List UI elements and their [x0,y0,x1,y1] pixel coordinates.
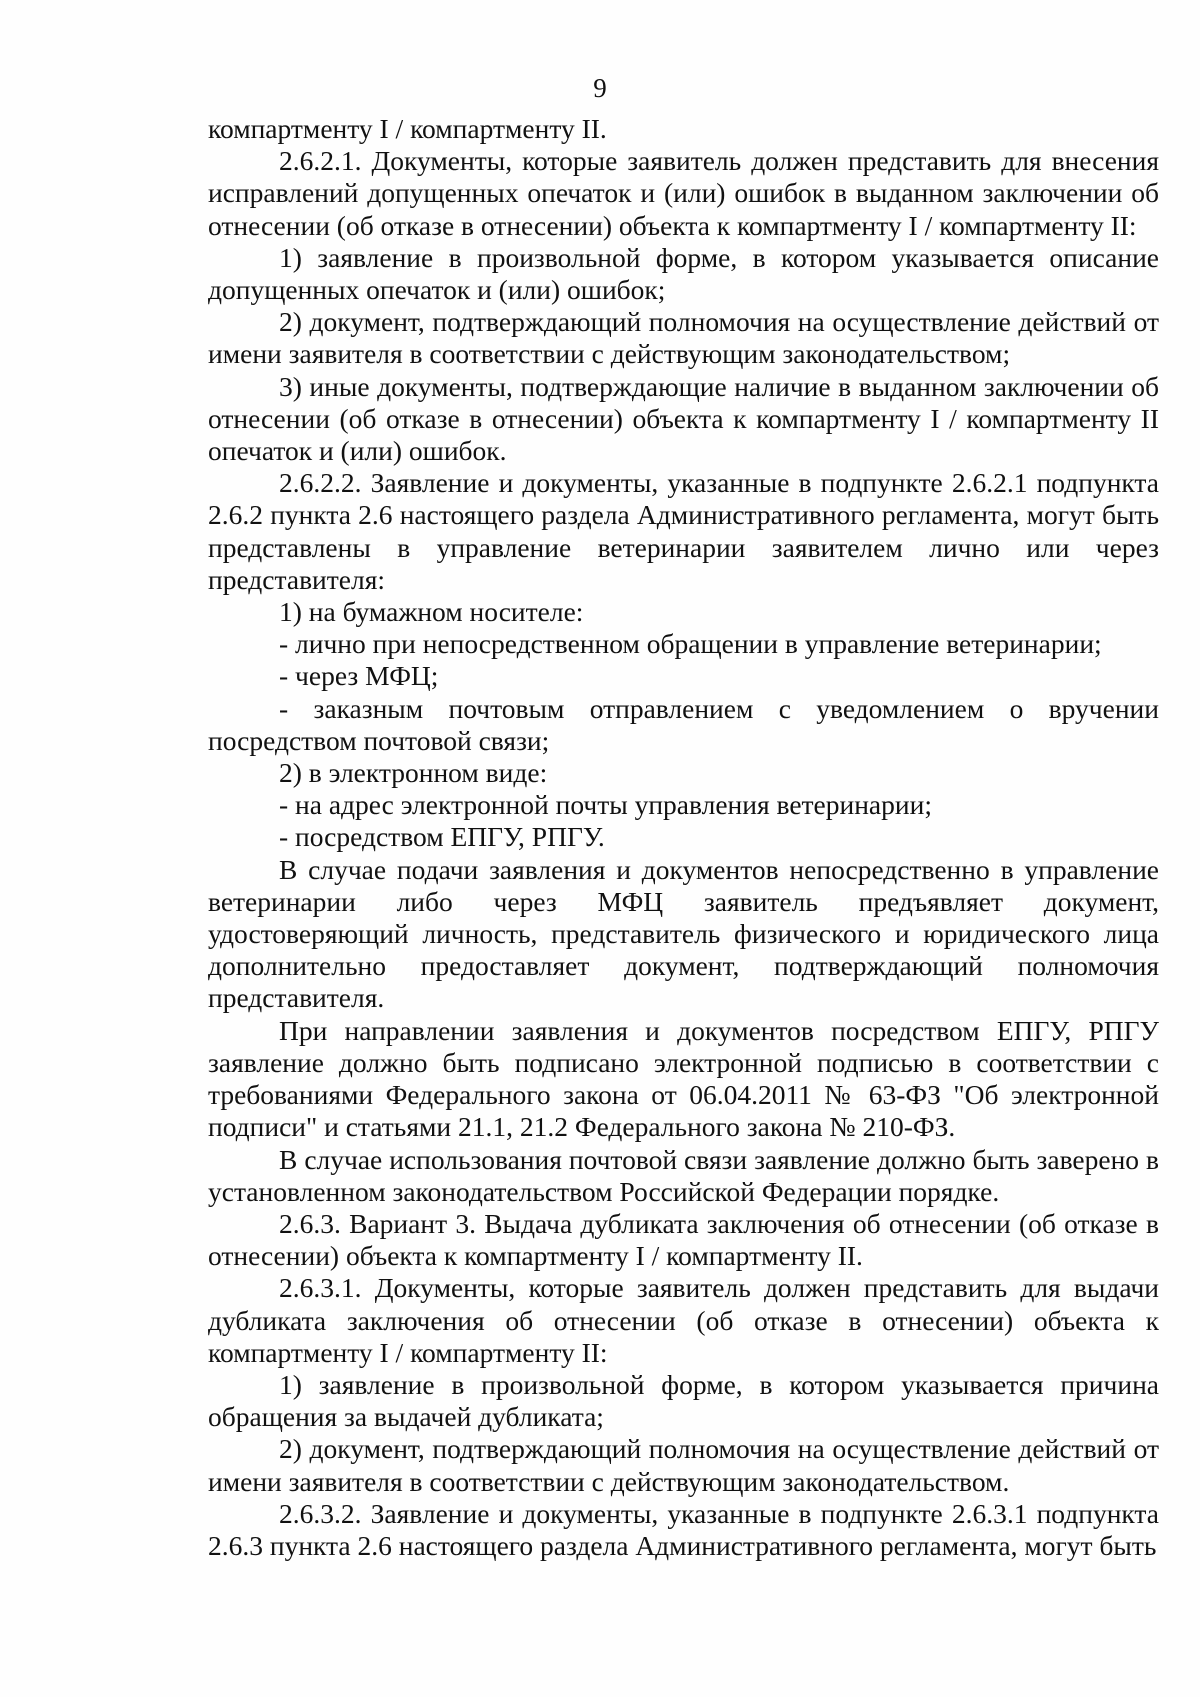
paragraph: 2) в электронном виде: [279,757,548,789]
paragraph: 1) на бумажном носителе: [279,596,584,628]
paragraph: 1) заявление в произвольной форме, в котором указывается описание допущенных опечаток и (или) ошибок; [208,241,1159,306]
paragraph: 2.6.3.2. Заявление и документы, указанные в подпункте 2.6.3.1 подпункта 2.6.3 пункта 2.6 настоящего раздела Административного регламента, могут быть [208,1497,1159,1561]
paragraph: При направлении заявления и документов посредством ЕПГУ, РПГУ заявление должно быть подписано электронной подписью в соответствии с требованиями Федерального закона от 06.04.2011 № 63-ФЗ "Об электронной подписи" и статьями 21.1, 21.2 Федерального закона № 210-ФЗ. [208,1014,1159,1143]
document-body [208,113,1159,1562]
paragraph: - лично при непосредственном обращении в управление ветеринарии; [279,628,1102,660]
paragraph: компартменту I / компартменту II. [208,113,607,144]
paragraph: 2) документ, подтверждающий полномочия на осуществление действий от имени заявителя в соответствии с действующим законодательством. [208,1433,1159,1497]
paragraph: - заказным почтовым отправлением с уведомлением о вручении посредством почтовой связи; [208,692,1159,756]
paragraph: 3) иные документы, подтверждающие наличие в выданном заключении об отнесении (об отказе в отнесении) объекта к компартменту I / компартменту II опечаток и (или) ошибок. [208,370,1159,467]
paragraph: В случае подачи заявления и документов непосредственно в управление ветеринарии либо через МФЦ заявитель предъявляет документ, удостоверяющий личность, представитель физического и юридического лица дополнительно предоставляет документ, подтверждающий полномочия представителя. [208,853,1159,1014]
paragraph: - посредством ЕПГУ, РПГУ. [279,821,605,853]
paragraph: 2.6.2.1. Документы, которые заявитель должен представить для внесения исправлений допущенных опечаток и (или) ошибок в выданном заключении об отнесении (об отказе в отнесении) объекта к компартменту I / компартменту II: [208,145,1159,241]
paragraph: В случае использования почтовой связи заявление должно быть заверено в установленном законодательством Российской Федерации порядке. [208,1143,1159,1207]
paragraph: - через МФЦ; [279,660,439,692]
paragraph: 2.6.3.1. Документы, которые заявитель должен представить для выдачи дубликата заключения об отнесении (об отказе в отнесении) объекта к компартменту I / компартменту II: [208,1272,1159,1368]
paragraph: 2) документ, подтверждающий полномочия на осуществление действий от имени заявителя в соответствии с действующим законодательством; [208,306,1159,370]
paragraph: 2.6.2.2. Заявление и документы, указанные в подпункте 2.6.2.1 подпункта 2.6.2 пункта 2.6 настоящего раздела Административного регламента, могут быть представлены в управление ветеринарии заявителем лично или через представителя: [208,467,1159,595]
paragraph: - на адрес электронной почты управления ветеринарии; [279,789,932,821]
paragraph: 1) заявление в произвольной форме, в котором указывается причина обращения за выдачей дубликата; [208,1368,1159,1433]
page-number: 9 [593,73,607,103]
paragraph: 2.6.3. Вариант 3. Выдача дубликата заключения об отнесении (об отказе в отнесении) объекта к компартменту I / компартменту II. [208,1207,1159,1272]
